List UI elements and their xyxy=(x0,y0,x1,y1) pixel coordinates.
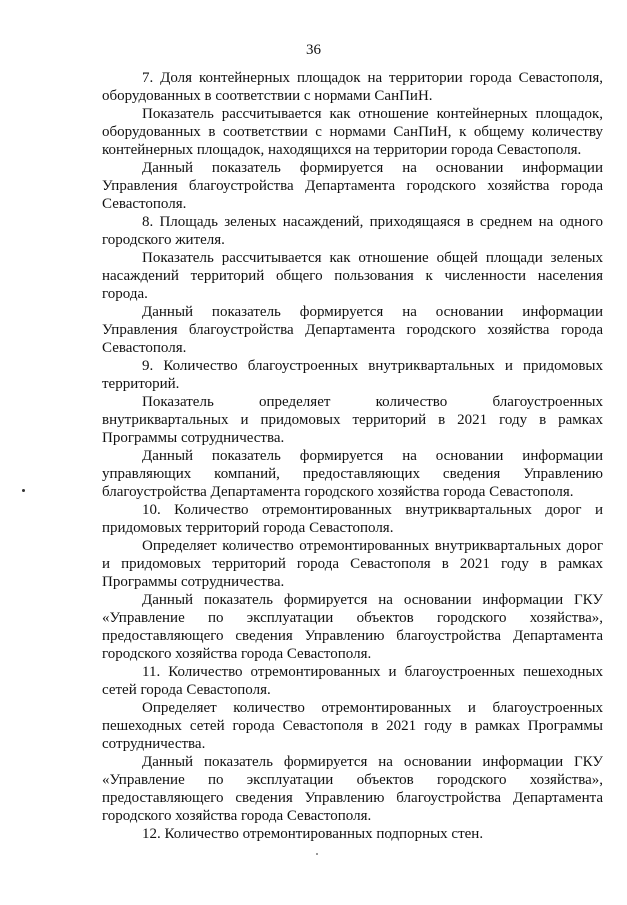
paragraph-8-description: Показатель рассчитывается как отношение общей площади зеленых насаждений территорий общего пользования к численности населения города. xyxy=(102,250,603,302)
scan-speck xyxy=(316,853,318,855)
paragraph-9-source: Данный показатель формируется на основании информации управляющих компаний, предоставляющих сведения Управлению благоустройства Департамента городского хозяйства города Севастополя. xyxy=(102,448,603,500)
paragraph-7-heading: 7. Доля контейнерных площадок на территории города Севастополя, оборудованных в соответствии с нормами СанПиН. xyxy=(102,70,603,104)
paragraph-9-heading: 9. Количество благоустроенных внутриквартальных и придомовых территорий. xyxy=(102,358,603,392)
paragraph-8-source: Данный показатель формируется на основании информации Управления благоустройства Департамента городского хозяйства города Севастополя. xyxy=(102,304,603,356)
scan-speck xyxy=(22,489,25,492)
paragraph-11-description: Определяет количество отремонтированных и благоустроенных пешеходных сетей города Севастополя в 2021 году в рамках Программы сотрудничества. xyxy=(102,700,603,752)
paragraph-10-description: Определяет количество отремонтированных внутриквартальных дорог и придомовых территорий города Севастополя в 2021 году в рамках Программы сотрудничества. xyxy=(102,538,603,590)
paragraph-9-description: Показатель определяет количество благоустроенных внутриквартальных и придомовых территорий в 2021 году в рамках Программы сотрудничества. xyxy=(102,394,603,446)
paragraph-7-source: Данный показатель формируется на основании информации Управления благоустройства Департамента городского хозяйства города Севастополя. xyxy=(102,160,603,212)
paragraph-11-heading: 11. Количество отремонтированных и благоустроенных пешеходных сетей города Севастополя. xyxy=(102,664,603,698)
paragraph-10-source: Данный показатель формируется на основании информации ГКУ «Управление по эксплуатации объектов городского хозяйства», предоставляющего сведения Управлению благоустройства Департамента городского хозяйства города Севастополя. xyxy=(102,592,603,662)
page-number: 36 xyxy=(306,42,321,58)
document-body xyxy=(102,69,603,843)
paragraph-12-heading: 12. Количество отремонтированных подпорных стен. xyxy=(142,826,484,842)
paragraph-8-heading: 8. Площадь зеленых насаждений, приходящаяся в среднем на одного городского жителя. xyxy=(102,214,603,248)
paragraph-11-source: Данный показатель формируется на основании информации ГКУ «Управление по эксплуатации объектов городского хозяйства», предоставляющего сведения Управлению благоустройства Департамента городского хозяйства города Севастополя. xyxy=(102,754,603,824)
paragraph-10-heading: 10. Количество отремонтированных внутриквартальных дорог и придомовых территорий города Севастополя. xyxy=(102,502,603,536)
paragraph-7-description: Показатель рассчитывается как отношение контейнерных площадок, оборудованных в соответствии с нормами СанПиН, к общему количеству контейнерных площадок, находящихся на территории города Севастополя. xyxy=(102,106,603,158)
